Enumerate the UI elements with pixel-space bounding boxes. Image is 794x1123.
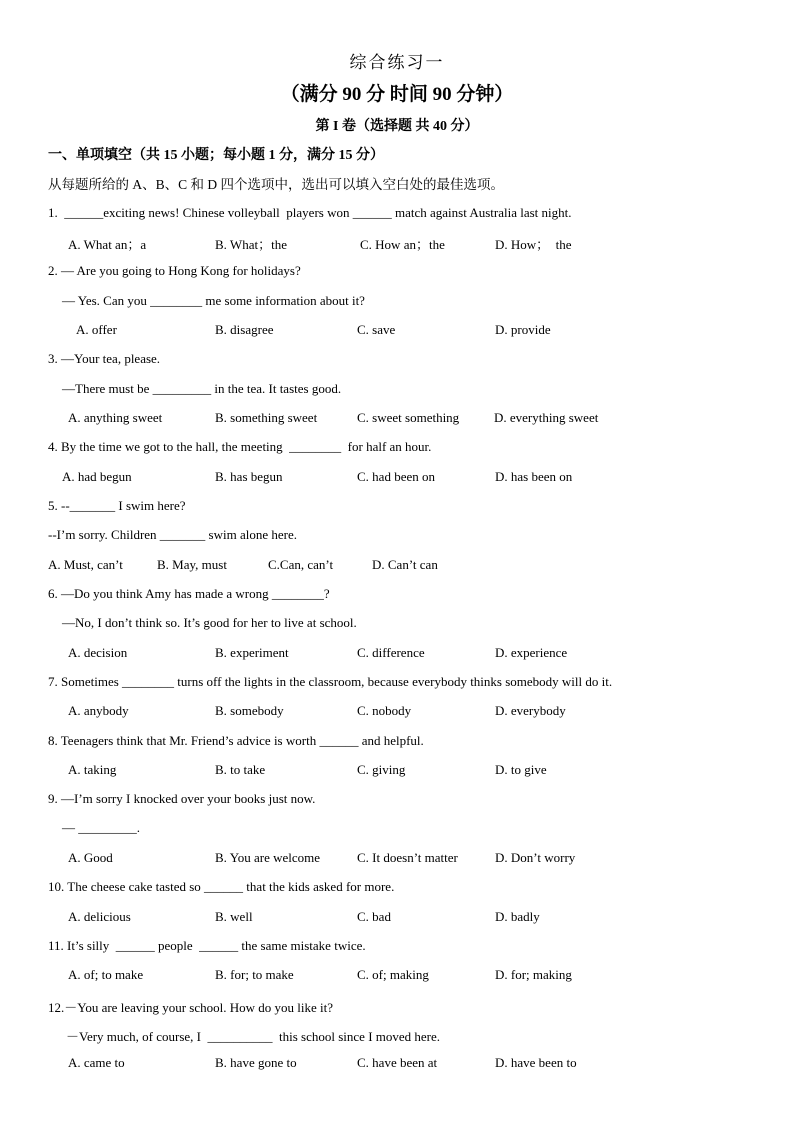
- document-subtitle: （满分 90 分 时间 90 分钟）: [280, 84, 514, 105]
- part-instruction: 从每题所给的 A、B、C 和 D 四个选项中，选出可以填入空白处的最佳选项。: [48, 177, 505, 192]
- question-7-stem: 7. Sometimes ________ turns off the lights in the classroom, because everybody thinks somebody will do it.: [48, 674, 613, 689]
- question-2-option-d: D. provide: [495, 322, 551, 337]
- question-6-stem: 6. —Do you think Amy has made a wrong ________?: [48, 586, 330, 601]
- question-3-stem: 3. —Your tea, please.: [48, 351, 161, 366]
- question-6-option-d: D. experience: [495, 645, 568, 660]
- question-8-stem: 8. Teenagers think that Mr. Friend’s advice is worth ______ and helpful.: [48, 733, 424, 748]
- question-12-option-a: A. came to: [68, 1055, 125, 1070]
- question-8-option-d: D. to give: [495, 762, 547, 777]
- part-heading: 一、单项填空（共 15 小题；每小题 1 分，满分 15 分）: [48, 148, 384, 163]
- question-1-option-a: A. What an；a: [68, 237, 147, 252]
- question-10-stem: 10. The cheese cake tasted so ______ that the kids asked for more.: [48, 879, 395, 894]
- question-5-stem: 5. --_______ I swim here?: [48, 498, 186, 513]
- question-3-option-d: D. everything sweet: [494, 410, 599, 425]
- question-7-option-a: A. anybody: [68, 703, 129, 718]
- question-10-option-c: C. bad: [357, 909, 391, 924]
- question-12-option-b: B. have gone to: [215, 1055, 297, 1070]
- question-3-line-2: —There must be _________ in the tea. It tastes good.: [62, 381, 342, 396]
- question-10-option-d: D. badly: [495, 909, 540, 924]
- question-2-option-c: C. save: [357, 322, 396, 337]
- section-heading: 第 I 卷（选择题 共 40 分）: [315, 119, 479, 134]
- question-9-option-c: C. It doesn’t matter: [357, 850, 458, 865]
- question-11-option-a: A. of; to make: [68, 967, 144, 982]
- question-11-option-c: C. of; making: [357, 967, 429, 982]
- question-4-option-d: D. has been on: [495, 469, 573, 484]
- question-5-option-b: B. May, must: [157, 557, 227, 572]
- question-7-option-c: C. nobody: [357, 703, 412, 718]
- question-5-option-c: C.Can, can’t: [268, 557, 334, 572]
- question-4-stem: 4. By the time we got to the hall, the meeting ________ for half an hour.: [48, 439, 432, 454]
- question-7-option-b: B. somebody: [215, 703, 284, 718]
- question-9-option-a: A. Good: [68, 850, 113, 865]
- question-5-option-d: D. Can’t can: [372, 557, 438, 572]
- question-10-option-a: A. delicious: [68, 909, 131, 924]
- question-5-option-a: A. Must, can’t: [48, 557, 123, 572]
- question-6-line-2: —No, I don’t think so. It’s good for her to live at school.: [62, 615, 357, 630]
- question-11-option-b: B. for; to make: [215, 967, 294, 982]
- question-5-line-2: --I’m sorry. Children _______ swim alone here.: [48, 527, 297, 542]
- question-2-option-b: B. disagree: [215, 322, 274, 337]
- question-12-stem: 12.－You are leaving your school. How do you like it?: [48, 1000, 334, 1015]
- question-8-option-a: A. taking: [68, 762, 117, 777]
- question-9-stem: 9. —I’m sorry I knocked over your books just now.: [48, 791, 316, 806]
- question-8-option-b: B. to take: [215, 762, 266, 777]
- question-11-option-d: D. for; making: [495, 967, 572, 982]
- question-6-option-a: A. decision: [68, 645, 128, 660]
- question-7-option-d: D. everybody: [495, 703, 566, 718]
- question-1-option-c: C. How an；the: [360, 237, 445, 252]
- question-11-stem: 11. It’s silly ______ people ______ the same mistake twice.: [48, 938, 366, 953]
- question-2-line-2: — Yes. Can you ________ me some information about it?: [62, 293, 365, 308]
- question-3-option-c: C. sweet something: [357, 410, 460, 425]
- question-9-line-2: — _________.: [62, 820, 140, 835]
- question-1-stem: 1. ______exciting news! Chinese volleyball players won ______ match against Australia last night.: [48, 205, 572, 220]
- question-8-option-c: C. giving: [357, 762, 406, 777]
- question-12-option-d: D. have been to: [495, 1055, 577, 1070]
- question-2-option-a: A. offer: [76, 322, 117, 337]
- question-4-option-b: B. has begun: [215, 469, 283, 484]
- question-12-option-c: C. have been at: [357, 1055, 438, 1070]
- document-title: 综合练习一: [349, 53, 445, 72]
- question-3-option-b: B. something sweet: [215, 410, 318, 425]
- question-4-option-a: A. had begun: [62, 469, 132, 484]
- question-1-option-b: B. What；the: [215, 237, 287, 252]
- question-12-line-2: －Very much, of course, I __________ this school since I moved here.: [66, 1029, 441, 1044]
- question-1-option-d: D. How； the: [495, 237, 572, 252]
- question-6-option-b: B. experiment: [215, 645, 289, 660]
- question-9-option-d: D. Don’t worry: [495, 850, 576, 865]
- question-10-option-b: B. well: [215, 909, 253, 924]
- question-4-option-c: C. had been on: [357, 469, 435, 484]
- question-2-stem: 2. — Are you going to Hong Kong for holidays?: [48, 263, 301, 278]
- question-6-option-c: C. difference: [357, 645, 425, 660]
- question-3-option-a: A. anything sweet: [68, 410, 163, 425]
- question-9-option-b: B. You are welcome: [215, 850, 321, 865]
